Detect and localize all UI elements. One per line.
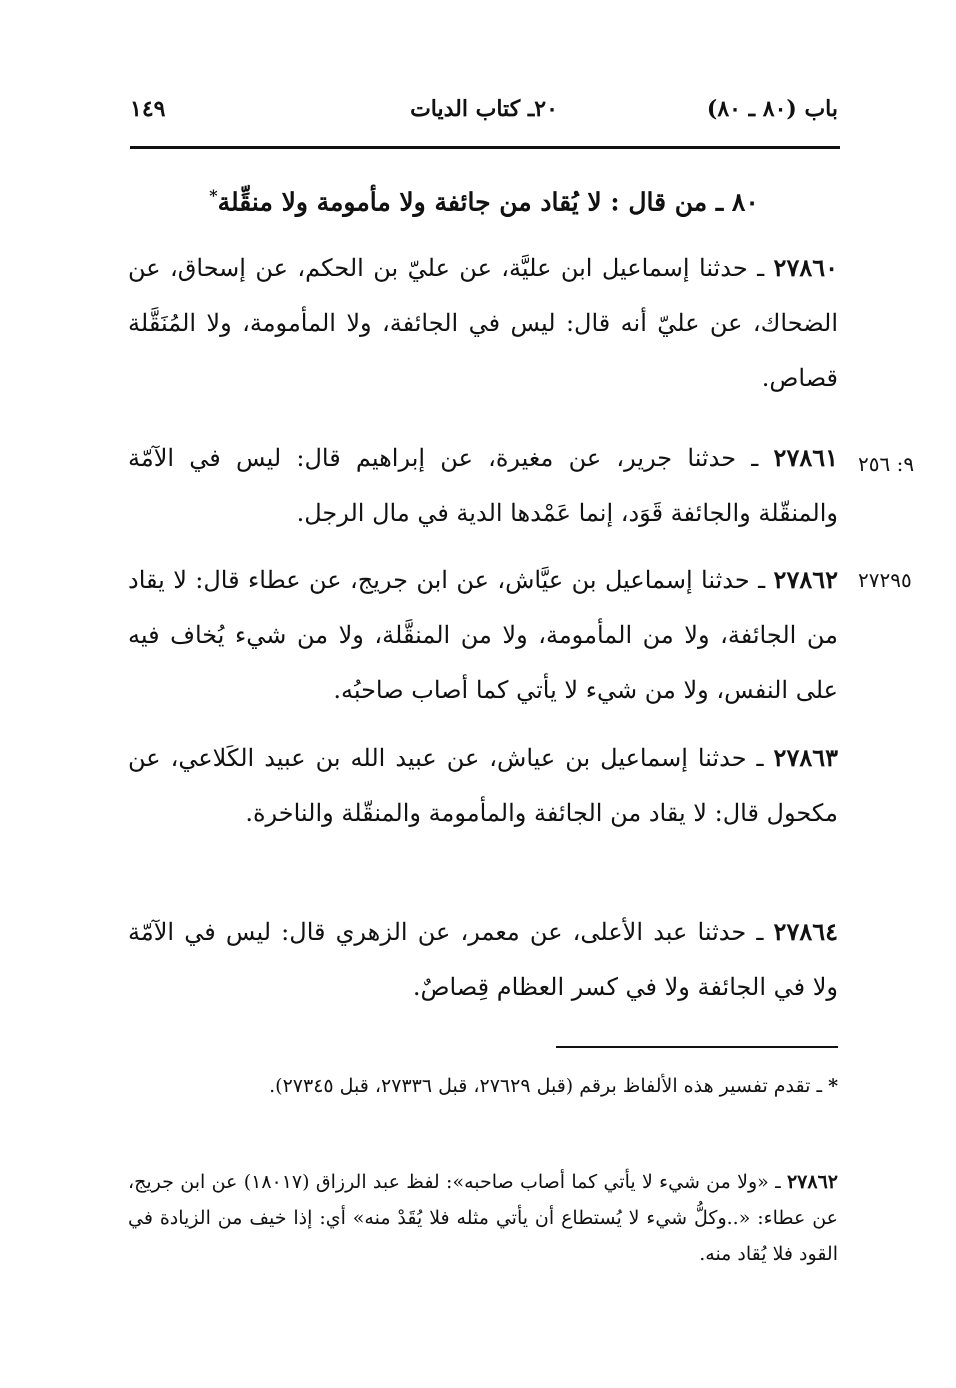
hadith-number: ٢٧٨٦٣ xyxy=(773,743,838,772)
section-label: باب (٨٠ ـ ٨٠) xyxy=(706,96,838,122)
hadith-text: ـ حدثنا إسماعيل بن عيَّاش، عن ابن جريج، عن عطاء قال: لا يقاد من الجائفة، ولا من المأمومة، ولا من المنقَّلة، ولا من شيء يُخاف فيه على النفس، ولا من شيء لا يأتي كما أصاب صاحبُه. xyxy=(128,566,838,704)
footnote-marker: * xyxy=(828,1075,838,1097)
header-divider xyxy=(130,146,840,149)
running-head xyxy=(130,96,838,136)
hadith-number: ٢٧٨٦٢ xyxy=(773,565,838,594)
footnote-divider xyxy=(556,1046,838,1048)
hadith-paragraph xyxy=(128,552,838,718)
footnote-text: ـ تقدم تفسير هذه الألفاظ برقم (قبل ٢٧٦٢٩، قبل ٢٧٣٣٦، قبل ٢٧٣٤٥). xyxy=(269,1075,829,1097)
hadith-paragraph xyxy=(128,430,838,541)
footnote-text: ـ «ولا من شيء لا يأتي كما أصاب صاحبه»: لفظ عبد الرزاق (١٨٠١٧) عن ابن جريج، عن عطاء: «..وكلُّ شيء لا يُستطاع أن يأتي مثله فلا يُقَدْ منه» أي: إذا خيف من الزيادة في القود فلا يُقاد منه. xyxy=(128,1171,838,1265)
chapter-footnote-marker: * xyxy=(209,186,218,205)
margin-reference: ٢٧٢٩٥ xyxy=(858,568,912,592)
hadith-paragraph xyxy=(128,240,838,406)
hadith-number: ٢٧٨٦٤ xyxy=(773,917,838,946)
chapter-title xyxy=(130,186,838,216)
footnote-marker: ٢٧٨٦٢ xyxy=(786,1171,838,1193)
margin-reference: ٩: ٢٥٦ xyxy=(858,452,915,476)
footnote xyxy=(128,1164,838,1272)
hadith-number: ٢٧٨٦١ xyxy=(773,443,838,472)
chapter-title-text: ٨٠ ـ من قال : لا يُقاد من جائفة ولا مأمومة ولا منقِّلة xyxy=(217,187,759,217)
hadith-text: ـ حدثنا جرير، عن مغيرة، عن إبراهيم قال: ليس في الآمّة والمنقّلة والجائفة قَوَد، إنما عَمْدها الدية في مال الرجل. xyxy=(128,444,838,527)
book-title: ٢٠ـ كتاب الديات xyxy=(410,96,558,122)
hadith-paragraph xyxy=(128,730,838,841)
hadith-number: ٢٧٨٦٠ xyxy=(773,253,838,282)
hadith-text: ـ حدثنا إسماعيل ابن عليَّة، عن عليّ بن الحكم، عن إسحاق، عن الضحاك، عن عليّ أنه قال: ليس في الجائفة، ولا المأمومة، ولا المُنَقَّلة قصاص. xyxy=(128,254,838,392)
hadith-paragraph xyxy=(128,904,838,1015)
hadith-text: ـ حدثنا عبد الأعلى، عن معمر، عن الزهري قال: ليس في الآمّة ولا في الجائفة ولا في كسر العظام قِصاصٌ. xyxy=(128,918,838,1001)
footnote xyxy=(128,1068,838,1104)
page-number: ١٤٩ xyxy=(130,96,166,122)
hadith-text: ـ حدثنا إسماعيل بن عياش، عن عبيد الله بن عبيد الكَلاعي، عن مكحول قال: لا يقاد من الجائفة والمأمومة والمنقّلة والناخرة. xyxy=(128,744,838,827)
